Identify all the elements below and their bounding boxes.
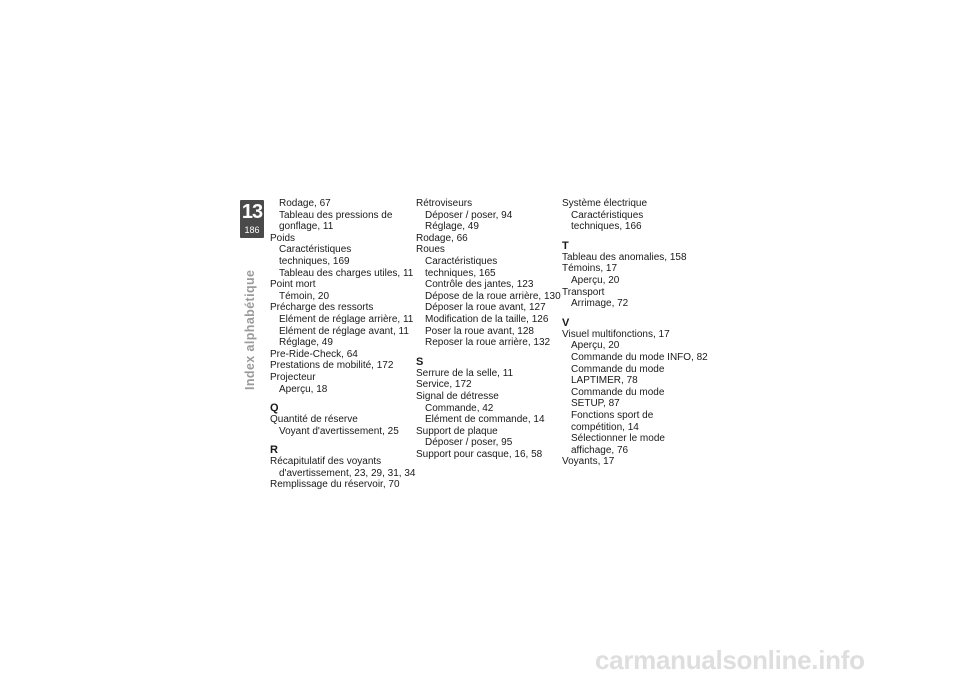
index-subentry: techniques, 165: [425, 267, 496, 279]
index-subentry: Réglage, 49: [279, 337, 333, 349]
chapter-number: 13: [241, 201, 263, 223]
index-subentry: Voyant d'avertissement, 25: [279, 425, 399, 437]
index-subentry: Sélectionner le mode: [571, 433, 665, 445]
index-subentry: Tableau des pressions de: [279, 209, 393, 221]
index-subentry: Aperçu, 20: [571, 340, 620, 352]
index-entry: Support de plaque: [416, 425, 498, 437]
index-subentry: Contrôle des jantes, 123: [425, 279, 534, 291]
index-entry: Projecteur: [270, 371, 316, 383]
index-subentry: gonflage, 11: [279, 221, 334, 233]
index-subentry: Reposer la roue arrière, 132: [425, 337, 551, 349]
index-column-2: [416, 198, 561, 460]
index-entry: Système électrique: [562, 198, 648, 209]
index-entry: Voyants, 17: [562, 456, 615, 468]
index-entry: Support pour casque, 16, 58: [416, 448, 543, 460]
index-subentry: Caractéristiques: [279, 244, 352, 256]
index-subentry: LAPTIMER, 78: [571, 375, 638, 387]
index-letter-heading: S: [416, 355, 424, 368]
index-subentry: Elément de réglage arrière, 11: [279, 313, 414, 325]
index-subentry: Déposer la roue avant, 127: [425, 302, 546, 314]
index-subentry: Elément de réglage avant, 11: [279, 325, 409, 337]
index-subentry: Réglage, 49: [425, 221, 479, 233]
index-letter-heading: T: [562, 239, 569, 252]
index-subentry: affichage, 76: [571, 444, 629, 456]
index-entry: Précharge des ressorts: [270, 302, 374, 314]
index-entry: Service, 172: [416, 379, 472, 391]
index-entry: Rodage, 66: [416, 232, 468, 244]
index-letter-heading: Q: [270, 402, 279, 415]
index-subentry: Dépose de la roue arrière, 130: [425, 290, 561, 302]
index-entry: Remplissage du réservoir, 70: [270, 479, 400, 491]
index-subentry: Fonctions sport de: [571, 409, 654, 421]
watermark: carmanualsonline.info: [595, 645, 865, 675]
index-subentry: Poser la roue avant, 128: [425, 325, 534, 337]
index-subentry: Rodage, 67: [279, 198, 331, 209]
index-entry: Poids: [270, 232, 296, 244]
index-entry: Témoins, 17: [562, 263, 618, 275]
index-entry: Visuel multifonctions, 17: [562, 328, 670, 340]
index-subentry: Déposer / poser, 95: [425, 437, 513, 449]
index-subentry: Aperçu, 18: [279, 383, 328, 395]
chapter-badge: [240, 200, 264, 238]
index-entry: Rétroviseurs: [416, 198, 473, 209]
index-subentry: compétition, 14: [571, 421, 639, 433]
page-number: 186: [244, 225, 260, 235]
index-letter-heading: V: [562, 316, 570, 329]
index-entry: Récapitulatif des voyants: [270, 456, 382, 468]
index-subentry: Commande du mode: [571, 386, 665, 398]
index-entry: Transport: [562, 286, 605, 298]
index-subentry: techniques, 166: [571, 221, 642, 233]
index-entry: Pre-Ride-Check, 64: [270, 348, 358, 360]
index-entry: Tableau des anomalies, 158: [562, 251, 687, 263]
index-subentry: Commande du mode INFO, 82: [571, 351, 708, 363]
index-subentry: Elément de commande, 14: [425, 414, 545, 426]
index-entry: Signal de détresse: [416, 390, 499, 402]
side-section-title: Index alphabétique: [243, 269, 257, 390]
index-subentry: Déposer / poser, 94: [425, 209, 513, 221]
index-subentry: Tableau des charges utiles, 11: [279, 267, 414, 279]
index-entry: Point mort: [270, 279, 316, 291]
index-entry: Prestations de mobilité, 172: [270, 360, 394, 372]
index-entry: Quantité de réserve: [270, 414, 358, 426]
index-subentry: d'avertissement, 23, 29, 31, 34: [279, 467, 416, 479]
index-column-1: [270, 198, 415, 491]
index-subentry: Modification de la taille, 126: [425, 313, 549, 325]
index-subentry: SETUP, 87: [571, 398, 620, 410]
index-subentry: Témoin, 20: [279, 290, 330, 302]
index-subentry: Commande, 42: [425, 402, 494, 414]
index-entry: Serrure de la selle, 11: [416, 367, 514, 379]
index-subentry: Commande du mode: [571, 363, 665, 375]
index-column-3: [562, 198, 707, 468]
index-subentry: Caractéristiques: [571, 209, 644, 221]
index-subentry: Arrimage, 72: [571, 298, 629, 310]
index-subentry: techniques, 169: [279, 255, 350, 267]
index-entry: Roues: [416, 244, 445, 256]
index-subentry: Aperçu, 20: [571, 274, 620, 286]
index-letter-heading: R: [270, 444, 278, 457]
index-subentry: Caractéristiques: [425, 255, 498, 267]
